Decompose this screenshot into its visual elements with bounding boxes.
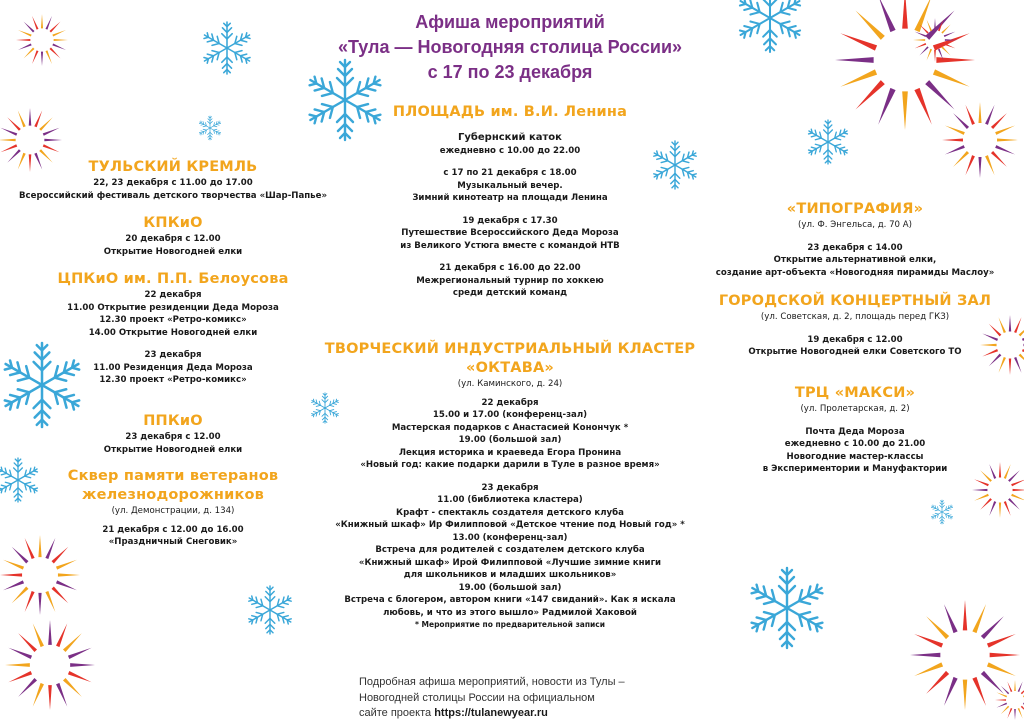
firework-burst-icon [16,14,68,66]
oktava-heading: ТВОРЧЕСКИЙ ИНДУСТРИАЛЬНЫЙ КЛАСТЕР «ОКТАВА» [324,341,696,376]
typography-heading: «ТИПОГРАФИЯ» [786,201,924,217]
firework-burst-icon [835,0,975,130]
section-typography: «ТИПОГРАФИЯ» (ул. Ф. Энгельса, д. 70 А) 23 декабря с 14.00 Открытие альтернативной елки, создание арт-объекта «Новогодняя пирамиды Маслоу» [690,200,1020,279]
section-kpkio: КПКиО 20 декабря с 12.00 Открытие Новогодней елки [8,214,338,258]
kpkio-heading: КПКиО [143,215,203,231]
firework-burst-icon [995,680,1024,720]
maxi-heading: ТРЦ «МАКСИ» [794,385,916,401]
snowflake-icon [807,120,850,164]
firework-burst-icon [910,600,1020,710]
preregistration-note: * Мероприятие по предварительной записи [414,620,606,629]
ppkio-heading: ППКиО [143,413,203,429]
section-oktava: ТВОРЧЕСКИЙ ИНДУСТРИАЛЬНЫЙ КЛАСТЕР «ОКТАВА» (ул. Каминского, д. 24) 22 декабря 15.00 и 17.00 (конференц-зал) Мастерская подарков с Анастасией Конончук * 19.00 (большой зал) Лекция историка и краеведа Егора Пронина «Новый год: какие подарки дарили в Туле в разное время» 23 декабря 11.00 (библиотека кластера) Крафт - спектакль создателя детского клуба «Книжный шкаф» Ир Филипповой «Детское чтение под Новый год» * 13.00 (конференц-зал) Встреча для родителей с создателем детского клуба «Книжный шкаф» Ирой Филипповой «Лучшие зимние книги для школьников и младших школьников» 19.00 (большой зал) Встреча с блогером, автором книги «147 свиданий». Как я искала любовь, и что из этого вышло» Радмилой Хаковой * Мероприятие по предварительной записи [290,340,730,632]
section-ppkio: ППКиО 23 декабря с 12.00 Открытие Новогодней елки [8,412,338,456]
firework-burst-icon [942,102,1018,178]
snowflake-icon [748,568,825,648]
kremlin-heading: ТУЛЬСКИЙ КРЕМЛЬ [88,159,258,175]
section-skver: Сквер памяти ветеранов железнодорожников (ул. Демонстрации, д. 134) 21 декабря с 12.00 до 16.00 «Праздничный Снеговик» [8,467,338,549]
concert-heading: ГОРОДСКОЙ КОНЦЕРТНЫЙ ЗАЛ [718,293,992,309]
section-lenin-square: ПЛОЩАДЬ им. В.И. Ленина Губернский каток ежедневно с 10.00 до 22.00 с 17 по 21 декабря с 18.00 Музыкальный вечер. Зимний кинотеатр на площади Ленина 19 декабря с 17.30 Путешествие Всероссийского Деда Мороза из Великого Устюга вместе с командой НТВ 21 декабря с 16.00 до 22.00 Межрегиональный турнир по хоккею среди детский команд [340,103,680,300]
snowflake-icon [930,500,953,524]
page-title: Афиша мероприятий «Тула — Новогодняя столица России» с 17 по 23 декабря [337,12,683,82]
firework-burst-icon [913,18,957,62]
section-maxi: ТРЦ «МАКСИ» (ул. Пролетарская, д. 2) Почта Деда Мороза ежедневно с 10.00 до 21.00 Новогодние мастер-классы в Экспериментории и Мануфактории [690,384,1020,476]
snowflake-icon [247,586,293,634]
firework-burst-icon [5,620,95,710]
section-kremlin: ТУЛЬСКИЙ КРЕМЛЬ 22, 23 декабря с 11.00 до 17.00 Всероссийский фестиваль детского творчества «Шар-Папье» [8,158,338,202]
footer-info: Подробная афиша мероприятий, новости из Тулы – Новогодней столицы России на официальном сайте проекта https://tulanewyear.ru [359,676,625,719]
skver-heading: Сквер памяти ветеранов [67,468,279,484]
snowflake-icon [202,22,252,74]
snowflake-icon [737,0,803,52]
tspkio-heading: ЦПКиО им. П.П. Белоусова [57,271,289,287]
snowflake-icon [198,116,221,140]
lenin-heading: ПЛОЩАДЬ им. В.И. Ленина [392,104,628,120]
site-link[interactable]: https://tulanewyear.ru [434,707,548,719]
section-tspkio: ЦПКиО им. П.П. Белоусова 22 декабря 11.00 Открытие резиденции Деда Мороза 12.30 проект «Ретро-комикс» 14.00 Открытие Новогодней елки 23 декабря 11.00 Резиденция Деда Мороза 12.30 проект «Ретро-комикс» [8,270,338,387]
section-concert-hall: ГОРОДСКОЙ КОНЦЕРТНЫЙ ЗАЛ (ул. Советская, д. 2, площадь перед ГКЗ) 19 декабря с 12.00 Открытие Новогодней елки Советского ТО [690,292,1020,359]
